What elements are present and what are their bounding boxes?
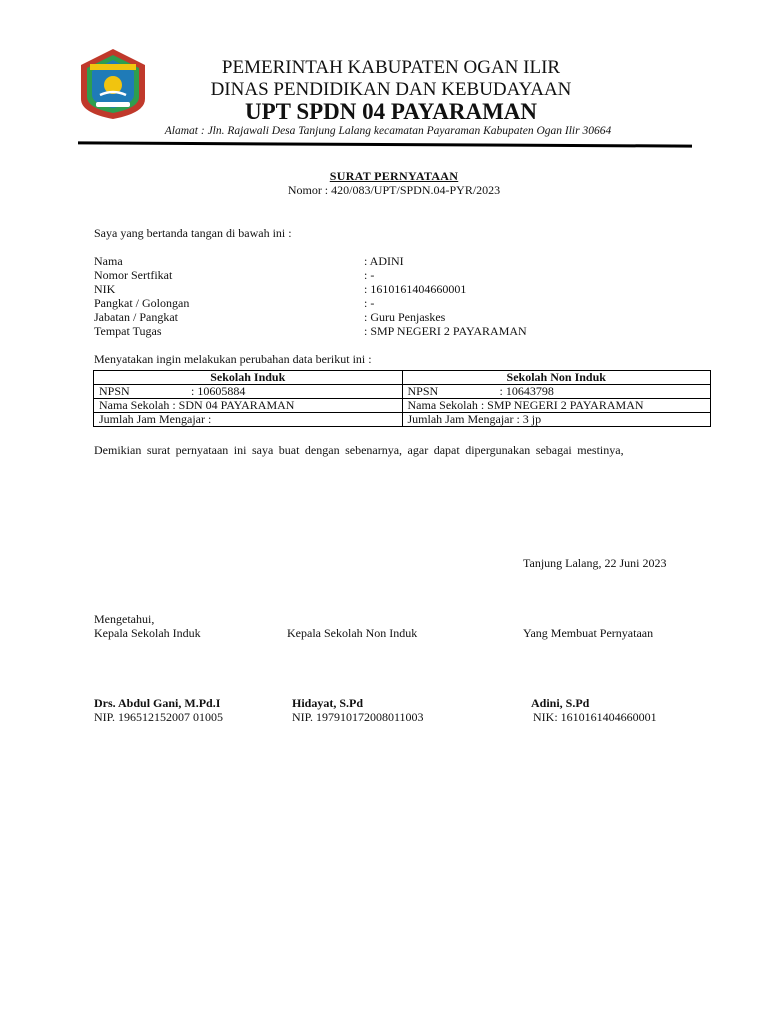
- header-main-school: Sekolah Induk: [94, 371, 403, 385]
- signer-role-main-principal: Kepala Sekolah Induk: [94, 626, 201, 640]
- signer-role-declarant: Yang Membuat Pernyataan: [523, 626, 654, 640]
- field-label-rank: Pangkat / Golongan: [94, 296, 190, 310]
- table-header-row: [94, 371, 711, 385]
- field-value-rank: : -: [364, 296, 375, 310]
- regency-emblem-logo: [78, 47, 148, 121]
- main-school-hours: Jumlah Jam Mengajar :: [94, 413, 403, 427]
- table-row: [94, 399, 711, 413]
- signer-id-declarant: NIK: 1610161404660001: [533, 710, 657, 724]
- document-number: Nomor : 420/083/UPT/SPDN.04-PYR/2023: [287, 183, 501, 197]
- field-value-certificate: : -: [364, 268, 375, 282]
- field-label-position: Jabatan / Pangkat: [94, 310, 178, 324]
- signer-name-main-principal: Drs. Abdul Gani, M.Pd.I: [94, 696, 221, 710]
- closing-statement: Demikian surat pernyataan ini saya buat dengan sebenarnya, agar dapat dipergunakan sebagai mestinya,: [94, 443, 624, 457]
- main-school-npsn: NPSN : 10605884: [94, 385, 403, 399]
- signer-id-secondary-principal: NIP. 197910172008011003: [292, 710, 424, 724]
- field-value-name: : ADINI: [364, 254, 404, 268]
- school-change-table: [93, 370, 711, 427]
- table-row: [94, 385, 711, 399]
- acknowledged-label: Mengetahui,: [94, 612, 155, 626]
- secondary-school-name: Nama Sekolah : SMP NEGERI 2 PAYARAMAN: [402, 399, 711, 413]
- signer-name-declarant: Adini, S.Pd: [531, 696, 590, 710]
- document-title: SURAT PERNYATAAN: [329, 169, 459, 183]
- letterhead-government: PEMERINTAH KABUPATEN OGAN ILIR: [221, 57, 561, 78]
- change-intro-text: Menyatakan ingin melakukan perubahan data berikut ini :: [94, 352, 372, 366]
- signer-role-secondary-principal: Kepala Sekolah Non Induk: [287, 626, 418, 640]
- intro-text: Saya yang bertanda tangan di bawah ini :: [94, 226, 292, 240]
- secondary-school-npsn: NPSN : 10643798: [402, 385, 711, 399]
- main-school-name: Nama Sekolah : SDN 04 PAYARAMAN: [94, 399, 403, 413]
- letterhead-address: Alamat : Jln. Rajawali Desa Tanjung Lalang kecamatan Payaraman Kabupaten Ogan Ilir 30664: [164, 125, 612, 137]
- letterhead-divider: [78, 141, 692, 147]
- header-secondary-school: Sekolah Non Induk: [402, 371, 711, 385]
- field-label-nik: NIK: [94, 282, 116, 296]
- signer-id-main-principal: NIP. 196512152007 01005: [94, 710, 224, 724]
- letterhead-school: UPT SPDN 04 PAYARAMAN: [245, 99, 537, 124]
- field-label-name: Nama: [94, 254, 123, 268]
- table-row: [94, 413, 711, 427]
- field-value-workplace: : SMP NEGERI 2 PAYARAMAN: [364, 324, 527, 338]
- place-date: Tanjung Lalang, 22 Juni 2023: [523, 556, 667, 570]
- field-label-workplace: Tempat Tugas: [94, 324, 162, 338]
- field-value-position: : Guru Penjaskes: [364, 310, 446, 324]
- field-label-certificate: Nomor Sertfikat: [94, 268, 173, 282]
- signer-name-secondary-principal: Hidayat, S.Pd: [292, 696, 364, 710]
- secondary-school-hours: Jumlah Jam Mengajar : 3 jp: [402, 413, 711, 427]
- field-value-nik: : 1610161404660001: [364, 282, 467, 296]
- letterhead-department: DINAS PENDIDIKAN DAN KEBUDAYAAN: [210, 79, 572, 100]
